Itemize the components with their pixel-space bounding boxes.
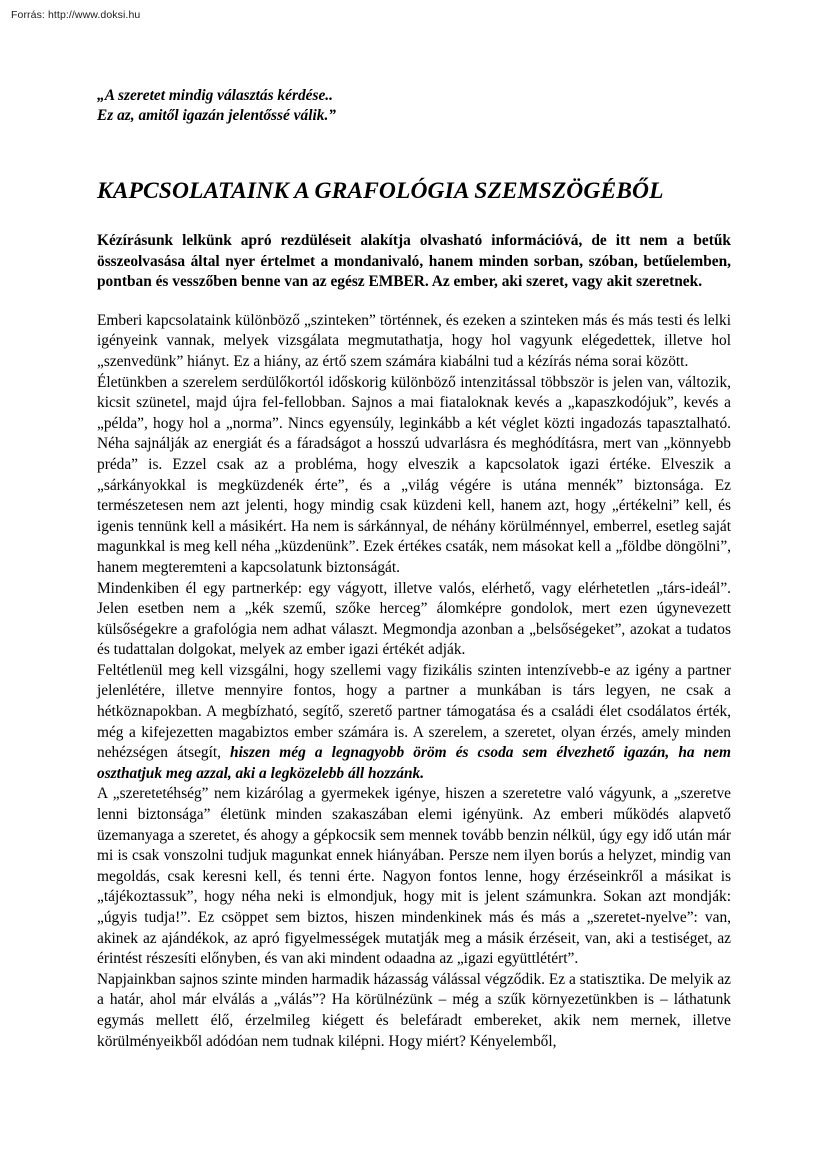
document-content xyxy=(97,86,731,1052)
body-text xyxy=(97,311,731,1052)
paragraph-4-with-emphasis xyxy=(97,661,731,785)
source-url-header: Forrás: http://www.doksi.hu xyxy=(11,9,141,21)
paragraph-3: Mindenkiben él egy partnerkép: egy vágyott, illetve valós, elérhető, vagy elérhetetlen „társ-ideál”. Jelen esetben nem a „kék szemű, szőke herceg” álomképre gondolok, mert ezen úgynevezett külsőségekre a grafológia nem adhat választ. Megmondja azonban a „belsőségeket”, azokat a tudatos és tudattalan dolgokat, melyek az ember igazi értékét adják. xyxy=(97,579,731,659)
paragraph-5: A „szeretetéhség” nem kizárólag a gyermekek igénye, hiszen a szeretetre való vágyunk, a „szeretve lenni biztonsága” életünk minden szakaszában elemi igényünk. Az emberi működés alapvető üzemanyaga a szeretet, és ahogy a gépkocsik sem mennek tovább benzin nélkül, úgy egy idő után már mi is csak vonszolni tudjuk magunkat ennek hiányában. Persze nem ilyen borús a helyzet, mindig van megoldás, csak keresni kell, és tenni érte. Nagyon fontos lenne, hogy érzéseinkről a másikat is „tájékoztassuk”, hogy néha neki is elmondjuk, hogy mit is jelent számunkra. Sokan azt mondják: „úgyis tudja!”. Ez csöppet sem biztos, hiszen mindenkinek más és más a „szeretet-nyelve”: van, akinek az ajándékok, az apró figyelmességek mutatják meg a másik érzéseit, van, aki a testiséget, az érintést részesíti előnyben, és van aki mindent odaadna az „igazi együttlétért”. xyxy=(97,785,731,968)
epigraph-line-1: „A szeretet mindig választás kérdése.. xyxy=(97,87,333,104)
paragraph-4-text-before: Feltétlenül meg kell vizsgálni, hogy szellemi vagy fizikális szinten intenzívebb-e az igény a partner jelenlétére, illetve mennyire fontos, hogy a partner a munkában is társ legyen, ne csak a hétköznapokban. A megbízható, segítő, szerető partner támogatása és a családi élet csodálatos érték, még a kifejezetten magabiztos ember számára is. A szerelem, a szeretet, olyan érzés, amely minden nehézségen átsegít, xyxy=(97,661,731,762)
epigraph-line-2: Ez az, amitől igazán jelentőssé válik.” xyxy=(97,106,336,124)
paragraph-6: Napjainkban sajnos szinte minden harmadik házasság válással végződik. Ez a statisztika. De melyik az a határ, ahol már elválás a „válás”? Ha körülnézünk – még a szűk környezetünkben is – láthatunk egymás mellett élő, érzelmileg kiégett és belefáradt embereket, akik nem mernek, illetve körülményeikből adódóan nem tudnak kilépni. Hogy miért? Kényelemből, xyxy=(97,970,731,1050)
epigraph-quote xyxy=(97,86,731,125)
lead-paragraph: Kézírásunk lelkünk apró rezdüléseit alakítja olvasható információvá, de itt nem a betűk összeolvasása által nyer értelmet a mondanivaló, hanem minden sorban, szóban, betűelemben, pontban és vesszőben benne van az egész EMBER. Az ember, aki szeret, vagy akit szeretnek. xyxy=(97,232,731,291)
paragraph-2: Életünkben a szerelem serdülőkortól időskorig különböző intenzitással többször is jelen van, változik, kicsit szünetel, majd újra fel-fellobban. Sajnos a mai fiataloknak kevés a „kapaszkodójuk”, kevés a „példa”, hogy hol a „norma”. Nincs egyensúly, leginkább a két véglet közti ingadozás tapasztalható. Néha sajnálják az energiát és a fáradságot a hosszú udvarlásra és meghódításra, mert van „könnyebb préda” is. Ezzel csak az a probléma, hogy elveszik a kapcsolatok igazi értéke. Elveszik a „sárkányokkal is megküzdenék érte”, és a „világ végére is utána mennék” biztonsága. Ez természetesen nem azt jelenti, hogy mindig csak küzdeni kell, hanem azt, hogy „értékelni” kell, és igenis tennünk kell a másikért. Ha nem is sárkánnyal, de néhány körülménnyel, emberrel, esetleg saját magunkkal is meg kell néha „küzdenünk”. Ezek értékes csaták, nem másokat kell a „földbe döngölni”, hanem megteremteni a kapcsolatunk biztonságát. xyxy=(97,373,731,576)
paragraph-1: Emberi kapcsolataink különböző „szinteken” történnek, és ezeken a szinteken más és más testi és lelki igényeink vannak, melyek vizsgálata megmutathatja, hogy hol vagyunk elégedettek, illetve hol „szenvedünk” hiányt. Ez a hiány, az értő szem számára kiabálni tud a kézírás néma sorai között. xyxy=(97,311,731,370)
page-title: KAPCSOLATAINK A GRAFOLÓGIA SZEMSZÖGÉBŐL xyxy=(97,178,664,204)
emphasized-sentence: hiszen még a legnagyobb öröm és csoda sem élvezhető igazán, ha nem oszthatjuk meg azzal, aki a legközelebb áll hozzánk. xyxy=(97,744,731,782)
